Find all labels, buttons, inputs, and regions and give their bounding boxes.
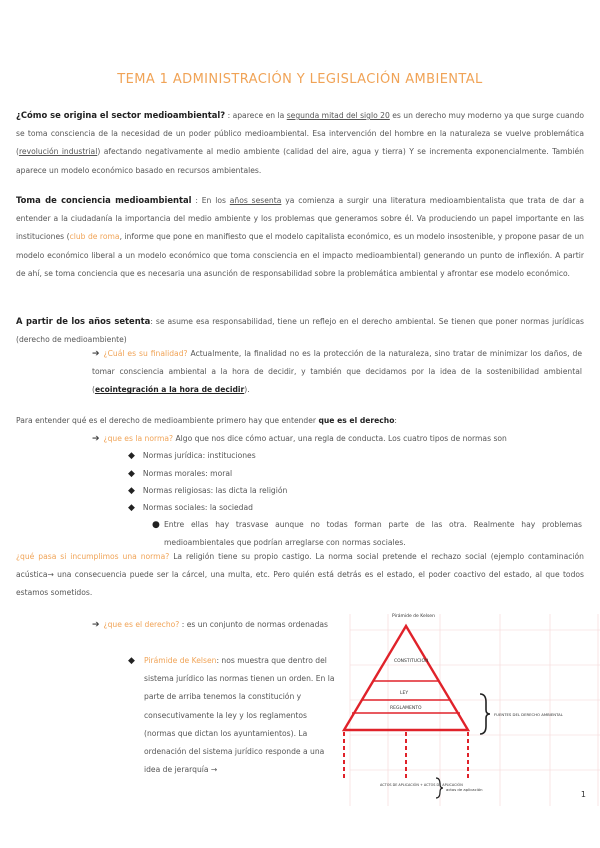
grid-lines <box>350 614 600 806</box>
list-item: ◆ Normas jurídica: instituciones <box>128 451 256 461</box>
paragraph-norm: ➔ ¿que es la norma? Algo que nos dice cómo actuar, una regla de conducta. Los cuatro tipos de normas son <box>92 434 507 444</box>
paragraph-kelsen: ◆ Pirámide de Kelsen: nos muestra que dentro del sistema jurídico las normas tienen un orden. En la parte de arriba tenemos la constitución y consecutivamente la ley y los reglamentos (normas que dictan los ayuntamientos). La ordenación del sistema jurídico responde a una idea de jerarquía → <box>144 652 336 779</box>
small-brace-icon <box>436 778 443 798</box>
pyramid-top-label: Pirámide de Kelsen <box>392 614 435 619</box>
bottom-label: ACTOS DE APLICACIÓN + ACTOS DE APLICACIÓN <box>380 783 463 787</box>
bottom-note: actos de aplicación <box>446 787 483 792</box>
brace-label: FUENTES DEL DERECHO AMBIENTAL <box>494 712 563 717</box>
page-title: TEMA 1 ADMINISTRACIÓN Y LEGISLACIÓN AMBIENTAL <box>117 72 483 87</box>
dot-bullet-icon: ● <box>152 520 160 530</box>
highlight-club-of-rome: club de roma <box>69 232 120 242</box>
paragraph-seventies: A partir de los años setenta: se asume esa responsabilidad, tiene un reflejo en el derecho ambiental. Se tienen que poner normas jurídicas (derecho de medioambiente) <box>16 316 584 345</box>
underline-sixties: años sesenta <box>229 196 282 205</box>
arrow-icon: ➔ <box>92 620 100 630</box>
paragraph-origin: ¿Cómo se origina el sector medioambiental? : aparece en la segunda mitad del siglo 20 es un derecho muy moderno ya que surge cuando se toma consciencia de la necesidad de un poder público medioambiental. Esa intervención del hombre en la naturaleza se vuelve problemática (revolución industrial) afectando negativamente al medio ambiente (calidad del aire, agua y tierra) Y se incrementa exponencialmente. También aparece un modelo económico basado en recursos ambientales. <box>16 110 584 175</box>
arrow-icon: ➔ <box>92 349 100 359</box>
heading-seventies: A partir de los años setenta <box>16 316 151 326</box>
list-item: ◆ Normas sociales: la sociedad <box>128 503 253 513</box>
heading-origin: ¿Cómo se origina el sector medioambiental? <box>16 110 226 120</box>
arrow-icon: ➔ <box>92 434 100 444</box>
pyramid-outline <box>344 626 468 730</box>
paragraph-what-is-law: ➔ ¿que es el derecho? : es un conjunto de normas ordenadas <box>92 620 328 630</box>
paragraph-intro-law: Para entender qué es el derecho de medioambiente primero hay que entender que es el derecho: <box>16 416 397 425</box>
underline-industrial-revolution: revolución industrial <box>18 147 98 157</box>
question-norm: ¿que es la norma? <box>103 434 174 443</box>
diamond-bullet-icon: ◆ <box>128 503 135 513</box>
list-item: ◆ Normas morales: moral <box>128 469 233 479</box>
diamond-bullet-icon: ◆ <box>128 486 135 496</box>
heading-awareness: Toma de conciencia medioambiental <box>16 195 192 205</box>
paragraph-breach: ¿qué pasa si incumplimos una norma? La religión tiene su propio castigo. La norma social pretende el rechazo social (ejemplo contaminación acústica→ una consecuencia puede ser la cárcel, una multa, etc. Pero quién está detrás es el estado, el poder coactivo del estado, al que todos estamos sometidos. <box>16 552 584 598</box>
page-number: 1 <box>580 790 586 799</box>
question-purpose: ¿Cuál es su finalidad? <box>103 349 188 358</box>
kelsen-pyramid-diagram <box>340 610 600 808</box>
list-item: ◆ Normas religiosas: las dicta la religión <box>128 486 288 496</box>
level-law: LEY <box>400 691 409 696</box>
paragraph-awareness: Toma de conciencia medioambiental : En los años sesenta ya comienza a surgir una literatura medioambientalista que trata de dar a entender a la ciudadanía la importancia del medio ambiente y los problemas que generamos sobre él. Va produciendo un papel importante en las instituciones (club de roma, informe que pone en manifiesto que el modelo capitalista económico, es un modelo insostenible, y propone pasar de un modelo económico liberal a un modelo económico que toma consciencia en el impacto medioambiental) generando un punto de inflexión. A partir de ahí, se toma conciencia que es necesaria una asunción de responsabilidad sobre la problemática ambiental y afrontar ese modelo económico. <box>16 195 584 278</box>
question-what-is-law: ¿que es el derecho? <box>103 620 180 629</box>
diamond-bullet-icon: ◆ <box>128 656 135 666</box>
paragraph-purpose: ➔ ¿Cuál es su finalidad? Actualmente, la finalidad no es la protección de la naturaleza, sino tratar de minimizar los daños, de tomar consciencia ambiental a la hora de decidir, y también que decidamos por la idea de la sostenibilidad ambiental (ecointegración a la hora de decidir). <box>92 349 582 395</box>
bold-ecointegration: ecointegración a la hora de decidir <box>94 385 245 395</box>
term-kelsen-pyramid: Pirámide de Kelsen <box>144 656 217 665</box>
level-regulation: REGLAMENTO <box>390 706 422 711</box>
underline-second-half-20th-century: segunda mitad del siglo 20 <box>286 111 390 120</box>
paragraph-overlap: ● Entre ellas hay trasvase aunque no todas forman parte de las otra. Realmente hay problemas medioambientales que podrían arreglarse con normas sociales. <box>164 516 582 552</box>
diamond-bullet-icon: ◆ <box>128 451 135 461</box>
question-breach: ¿qué pasa si incumplimos una norma? <box>16 552 170 561</box>
bold-what-is-law: que es el derecho <box>318 416 395 425</box>
diamond-bullet-icon: ◆ <box>128 469 135 479</box>
level-constitution: CONSTITUCIÓN <box>394 659 429 664</box>
